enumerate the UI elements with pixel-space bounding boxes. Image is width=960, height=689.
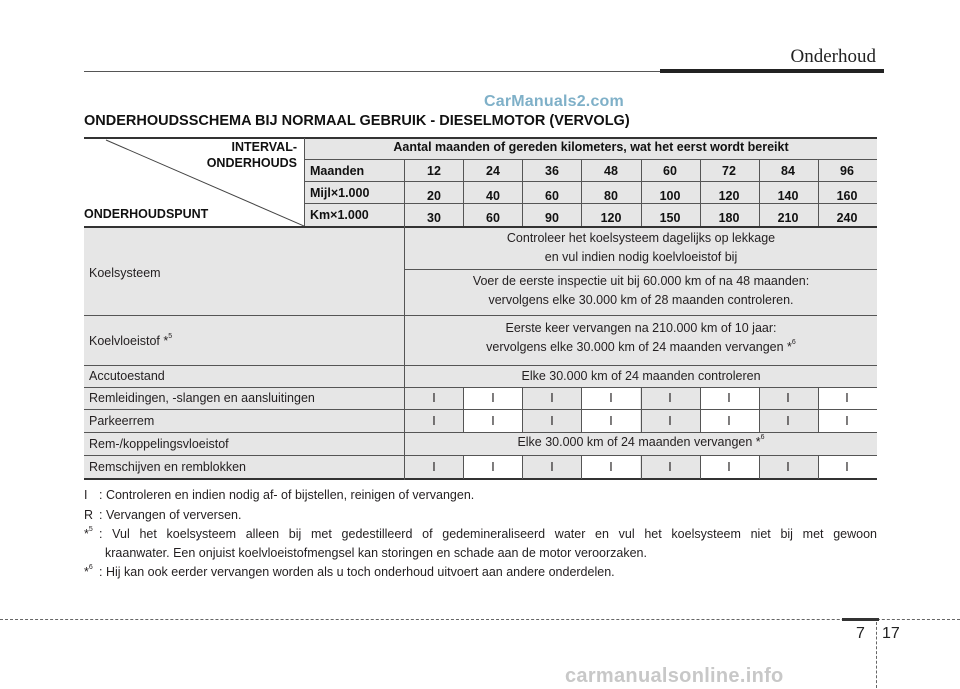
interval-km-0: 30 (427, 211, 441, 225)
item-remschijven: Remschijven en remblokken (89, 460, 247, 474)
corner-onderhouds-label: ONDERHOUDS (206, 156, 297, 170)
remschijven-mark-3: I (609, 460, 613, 474)
footer-rule (0, 619, 960, 620)
interval-months-6: 84 (781, 164, 795, 178)
corner-interval-label: INTERVAL- (231, 140, 297, 154)
interval-km-1: 60 (486, 211, 500, 225)
koelsysteem-text-1: Controleer het koelsysteem dagelijks op lekkage (506, 231, 776, 245)
footer-rule-accent (842, 618, 879, 621)
interval-months-2: 36 (545, 164, 559, 178)
interval-miles-7: 160 (836, 189, 858, 203)
watermark-bottom: carmanualsonline.info (565, 665, 784, 687)
page-separator (876, 622, 878, 688)
koelvloeistof-text-2-body: vervolgens elke 30.000 km of 24 maanden vervangen * (486, 340, 792, 354)
interval-km-7: 240 (836, 211, 858, 225)
interval-km-3: 120 (600, 211, 622, 225)
note-r-text: : Vervangen of verversen. (99, 508, 242, 522)
footnote-ref-6b: 6 (760, 434, 765, 441)
koelvloeistof-text-2 (486, 340, 796, 354)
parkeerrem-mark-6: I (786, 414, 790, 428)
koelvloeistof-text-1: Eerste keer vervangen na 210.000 km of 10 jaar: (505, 321, 777, 335)
page-number: 17 (882, 625, 900, 642)
note-5-text-2: kraanwater. Een onjuist koelvloeistofmengsel kan storingen en schade aan de motor veroorzaken. (105, 546, 647, 560)
remschijven-mark-5: I (727, 460, 731, 474)
interval-miles-1: 40 (486, 189, 500, 203)
leidingen-mark-7: I (845, 391, 849, 405)
row-label-km: Km×1.000 (310, 208, 369, 222)
parkeerrem-mark-7: I (845, 414, 849, 428)
remschijven-mark-2: I (550, 460, 554, 474)
remschijven-mark-1: I (491, 460, 495, 474)
chapter-number: 7 (856, 625, 865, 642)
interval-miles-3: 80 (604, 189, 618, 203)
interval-miles-6: 140 (777, 189, 799, 203)
koelsysteem-text-2: en vul indien nodig koelvloeistof bij (544, 250, 738, 264)
remschijven-mark-4: I (668, 460, 672, 474)
leidingen-mark-3: I (609, 391, 613, 405)
item-koelvloeistof (89, 334, 172, 348)
note-6-key: * (84, 565, 89, 579)
remschijven-mark-6: I (786, 460, 790, 474)
item-accutoestand: Accutoestand (89, 369, 165, 383)
footnote-ref-5: 5 (168, 333, 173, 340)
leidingen-mark-6: I (786, 391, 790, 405)
interval-months-4: 60 (663, 164, 677, 178)
remschijven-mark-7: I (845, 460, 849, 474)
interval-km-5: 180 (718, 211, 740, 225)
remvloeistof-text (517, 435, 764, 449)
footnote-ref-6: 6 (791, 339, 796, 346)
accu-text: Elke 30.000 km of 24 maanden controleren (521, 369, 761, 383)
row-label-miles: Mijl×1.000 (310, 186, 370, 200)
interval-km-4: 150 (659, 211, 681, 225)
leidingen-mark-5: I (727, 391, 731, 405)
parkeerrem-mark-1: I (491, 414, 495, 428)
corner-item-label: ONDERHOUDSPUNT (84, 207, 209, 221)
note-i-text: : Controleren en indien nodig af- of bijstellen, reinigen of vervangen. (99, 488, 475, 502)
interval-km-6: 210 (777, 211, 799, 225)
note-5-text-1: : Vul het koelsysteem alleen bij met gedestilleerd of gedemineraliseerd water en vul het koelsysteem niet bij met gewoon (99, 527, 877, 541)
interval-months-7: 96 (840, 164, 854, 178)
page-title: ONDERHOUDSSCHEMA BIJ NORMAAL GEBRUIK - DIESELMOTOR (VERVOLG) (84, 113, 630, 129)
item-remvloeistof: Rem-/koppelingsvloeistof (89, 437, 229, 451)
leidingen-mark-1: I (491, 391, 495, 405)
koelsysteem-text-3: Voer de eerste inspectie uit bij 60.000 km of na 48 maanden: (472, 274, 810, 288)
interval-miles-4: 100 (659, 189, 681, 203)
parkeerrem-mark-2: I (550, 414, 554, 428)
parkeerrem-mark-0: I (432, 414, 436, 428)
watermark-top: CarManuals2.com (484, 93, 624, 110)
leidingen-mark-0: I (432, 391, 436, 405)
remvloeistof-text-body: Elke 30.000 km of 24 maanden vervangen * (517, 435, 761, 449)
parkeerrem-mark-3: I (609, 414, 613, 428)
interval-km-2: 90 (545, 211, 559, 225)
parkeerrem-mark-4: I (668, 414, 672, 428)
note-5-sup: 5 (88, 526, 93, 533)
header-rule-accent (660, 69, 884, 73)
note-5-key: * (84, 527, 89, 541)
note-i-key: I (84, 488, 88, 502)
item-parkeerrem: Parkeerrem (89, 414, 155, 428)
row-label-months: Maanden (310, 164, 365, 178)
maintenance-table (84, 135, 877, 480)
interval-months-1: 24 (486, 164, 500, 178)
koelsysteem-text-4: vervolgens elke 30.000 km of 28 maanden controleren. (488, 293, 794, 307)
parkeerrem-mark-5: I (727, 414, 731, 428)
section-title-header: Onderhoud (790, 46, 876, 67)
interval-header: Aantal maanden of gereden kilometers, wat het eerst wordt bereikt (393, 140, 789, 154)
note-r-key: R (84, 508, 94, 522)
leidingen-mark-2: I (550, 391, 554, 405)
item-remleidingen: Remleidingen, -slangen en aansluitingen (89, 391, 315, 405)
interval-miles-0: 20 (427, 189, 441, 203)
note-6-sup: 6 (88, 564, 93, 571)
remschijven-mark-0: I (432, 460, 436, 474)
interval-miles-5: 120 (718, 189, 740, 203)
interval-miles-2: 60 (545, 189, 559, 203)
koelvloeistof-label: Koelvloeistof * (89, 334, 169, 348)
interval-months-3: 48 (604, 164, 618, 178)
note-6-text: : Hij kan ook eerder vervangen worden als u toch onderhoud uitvoert aan andere onderdelen. (99, 565, 615, 579)
item-koelsysteem: Koelsysteem (89, 266, 161, 280)
interval-months-5: 72 (722, 164, 736, 178)
leidingen-mark-4: I (668, 391, 672, 405)
interval-months-0: 12 (427, 164, 441, 178)
